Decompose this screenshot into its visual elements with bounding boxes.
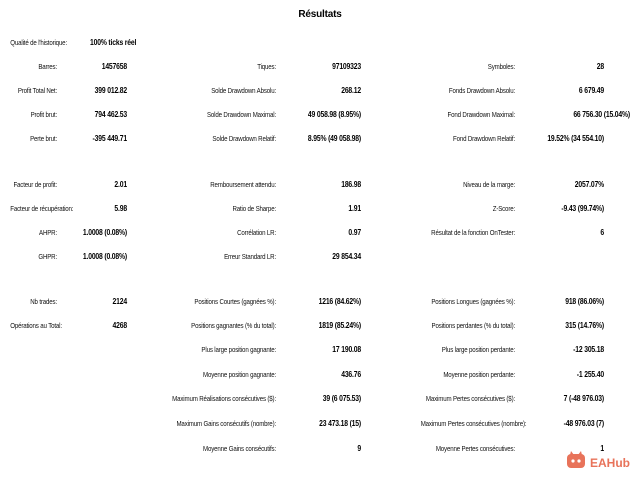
watermark-text: EAHub	[590, 455, 630, 470]
max-consec-losses-count-value: -48 976.03 (7)	[563, 419, 604, 428]
max-consec-losses-count-label: Maximum Pertes consécutives (nombre):	[420, 419, 527, 428]
avg-consec-wins-value: 9	[357, 444, 361, 453]
long-positions-value: 918 (86.06%)	[565, 297, 604, 306]
loss-trades-label: Positions perdantes (% du total):	[431, 321, 515, 330]
lr-std-error-label: Erreur Standard LR:	[224, 252, 276, 261]
ticks-label: Tiques:	[257, 62, 276, 71]
equity-dd-max-value: 66 756.30 (15.04%)	[573, 110, 630, 119]
sharpe-label: Ratio de Sharpe:	[232, 204, 276, 213]
balance-dd-max-value: 49 058.98 (8.95%)	[307, 110, 361, 119]
symbols-label: Symboles:	[487, 62, 515, 71]
max-consec-wins-label: Maximum Réalisations consécutives ($):	[172, 394, 276, 403]
recovery-factor-label: Facteur de récupération:	[10, 204, 74, 213]
margin-level-label: Niveau de la marge:	[463, 180, 515, 189]
bars-label: Barres:	[38, 62, 57, 71]
loss-trades-value: 315 (14.76%)	[565, 321, 604, 330]
ticks-value: 97109323	[332, 62, 361, 71]
largest-profit-label: Plus large position gagnante:	[201, 345, 276, 354]
recovery-factor-value: 5.98	[114, 204, 127, 213]
avg-profit-label: Moyenne position gagnante:	[202, 370, 276, 379]
margin-level-value: 2057.07%	[574, 180, 604, 189]
history-quality-label: Qualité de l'historique:	[10, 38, 67, 47]
avg-loss-value: -1 255.40	[576, 370, 604, 379]
gross-profit-value: 794 462.53	[94, 110, 127, 119]
net-profit-label: Profit Total Net:	[17, 86, 57, 95]
max-consec-losses-label: Maximum Pertes consécutives ($):	[425, 394, 515, 403]
balance-dd-abs-value: 268.12	[341, 86, 361, 95]
avg-loss-label: Moyenne position perdante:	[443, 370, 515, 379]
gross-loss-value: -395 449.71	[92, 134, 127, 143]
profit-factor-value: 2.01	[114, 180, 127, 189]
total-trades-label: Nb trades:	[30, 297, 57, 306]
bars-value: 1457658	[101, 62, 127, 71]
max-consec-wins-count-label: Maximum Gains consécutifs (nombre):	[176, 419, 276, 428]
total-deals-value: 4268	[112, 321, 127, 330]
equity-dd-abs-label: Fonds Drawdown Absolu:	[448, 86, 515, 95]
total-trades-value: 2124	[112, 297, 127, 306]
balance-dd-abs-label: Solde Drawdown Absolu:	[211, 86, 276, 95]
profit-trades-label: Positions gagnantes (% du total):	[191, 321, 276, 330]
total-deals-label: Opérations au Total:	[10, 321, 62, 330]
results-title: Résultats	[298, 9, 342, 20]
balance-dd-rel-value: 8.95% (49 058.98)	[307, 134, 361, 143]
history-quality-value: 100% ticks réel	[90, 38, 137, 47]
max-consec-wins-value: 39 (6 075.53)	[322, 394, 361, 403]
expected-payoff-value: 186.98	[341, 180, 361, 189]
long-positions-label: Positions Longues (gagnées %):	[431, 297, 515, 306]
ahpr-value: 1.0008 (0.08%)	[82, 228, 127, 237]
ahpr-label: AHPR:	[39, 228, 57, 237]
expected-payoff-label: Remboursement attendu:	[210, 180, 276, 189]
lr-correlation-label: Corrélation LR:	[237, 228, 276, 237]
ontester-value: 6	[600, 228, 604, 237]
avg-consec-losses-value: 1	[600, 444, 604, 453]
eahub-watermark	[566, 451, 630, 474]
equity-dd-max-label: Fond Drawdown Maximal:	[447, 110, 515, 119]
largest-loss-value: -12 305.18	[573, 345, 604, 354]
ghpr-label: GHPR:	[38, 252, 57, 261]
sharpe-value: 1.91	[348, 204, 361, 213]
ghpr-value: 1.0008 (0.08%)	[82, 252, 127, 261]
zscore-label: Z-Score:	[492, 204, 515, 213]
gross-loss-label: Perte brut:	[30, 134, 57, 143]
symbols-value: 28	[596, 62, 604, 71]
equity-dd-rel-label: Fond Drawdown Relatif:	[452, 134, 515, 143]
equity-dd-abs-value: 6 679.49	[578, 86, 604, 95]
balance-dd-rel-label: Solde Drawdown Relatif:	[212, 134, 276, 143]
short-positions-label: Positions Courtes (gagnées %):	[194, 297, 276, 306]
avg-profit-value: 436.76	[341, 370, 361, 379]
zscore-value: -9.43 (99.74%)	[561, 204, 604, 213]
short-positions-value: 1216 (84.62%)	[318, 297, 361, 306]
profit-trades-value: 1819 (85.24%)	[318, 321, 361, 330]
balance-dd-max-label: Solde Drawdown Maximal:	[206, 110, 276, 119]
max-consec-losses-value: 7 (-48 976.03)	[563, 394, 604, 403]
largest-loss-label: Plus large position perdante:	[441, 345, 515, 354]
gross-profit-label: Profit brut:	[30, 110, 57, 119]
avg-consec-wins-label: Moyenne Gains consécutifs:	[203, 444, 276, 453]
lr-correlation-value: 0.97	[348, 228, 361, 237]
lr-std-error-value: 29 854.34	[332, 252, 361, 261]
ontester-label: Résultat de la fonction OnTester:	[431, 228, 515, 237]
eahub-logo-icon	[566, 451, 586, 474]
equity-dd-rel-value: 19.52% (34 554.10)	[547, 134, 604, 143]
largest-profit-value: 17 190.08	[332, 345, 361, 354]
net-profit-value: 399 012.82	[94, 86, 127, 95]
avg-consec-losses-label: Moyenne Pertes consécutives:	[435, 444, 515, 453]
profit-factor-label: Facteur de profit:	[13, 180, 57, 189]
max-consec-wins-count-value: 23 473.18 (15)	[319, 419, 361, 428]
